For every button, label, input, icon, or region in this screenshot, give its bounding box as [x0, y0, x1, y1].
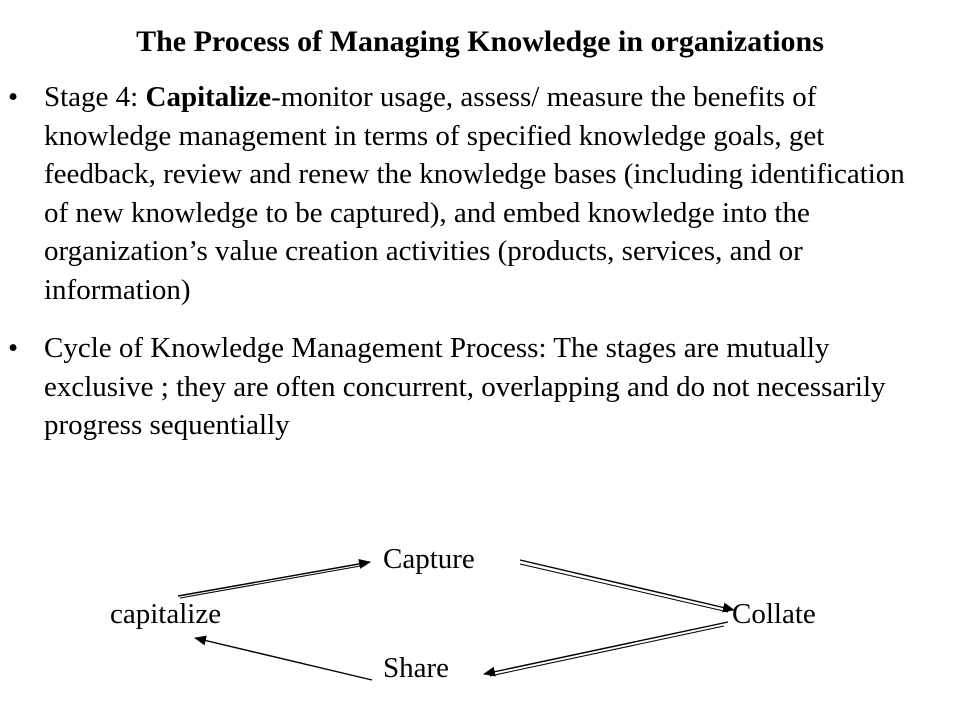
bullet-stage-description: -monitor usage, assess/ measure the benefits of knowledge management in terms of specified knowledge goals, get feedback, review and renew the knowledge bases (including identification of new knowledge to be captured), and embed knowledge into the organization’s value creation activities (products, services, and or information) — [44, 81, 905, 306]
arrow-capture-to-collate — [520, 560, 734, 610]
arrow-collate-to-share-shadow — [490, 626, 724, 676]
arrow-share-to-capitalize — [195, 638, 372, 680]
slide-title: The Process of Managing Knowledge in organizations — [136, 25, 824, 58]
bullet-cycle — [0, 329, 960, 445]
arrow-capitalize-to-capture — [178, 562, 370, 596]
bullet-stage-keyword: Capitalize — [145, 81, 272, 113]
cycle-diagram — [0, 536, 960, 720]
bullet-stage-lead: Stage 4: — [44, 81, 146, 113]
bullet-stage-4 — [0, 78, 960, 309]
arrow-capture-to-collate-shadow — [520, 564, 728, 612]
cycle-node-share: Share — [383, 652, 450, 684]
cycle-node-capitalize: capitalize — [110, 598, 222, 630]
arrow-capitalize-to-capture-shadow — [180, 565, 366, 598]
bullet-dot: • — [8, 81, 19, 113]
arrow-collate-to-share — [484, 622, 728, 674]
cycle-node-collate: Collate — [732, 598, 816, 630]
bullet-list — [0, 78, 960, 445]
bullet-dot: • — [8, 332, 19, 364]
cycle-node-capture: Capture — [383, 543, 475, 575]
bullet-cycle-text: Cycle of Knowledge Management Process: The stages are mutually exclusive ; they are often concurrent, overlapping and do not necessarily progress sequentially — [44, 332, 886, 441]
